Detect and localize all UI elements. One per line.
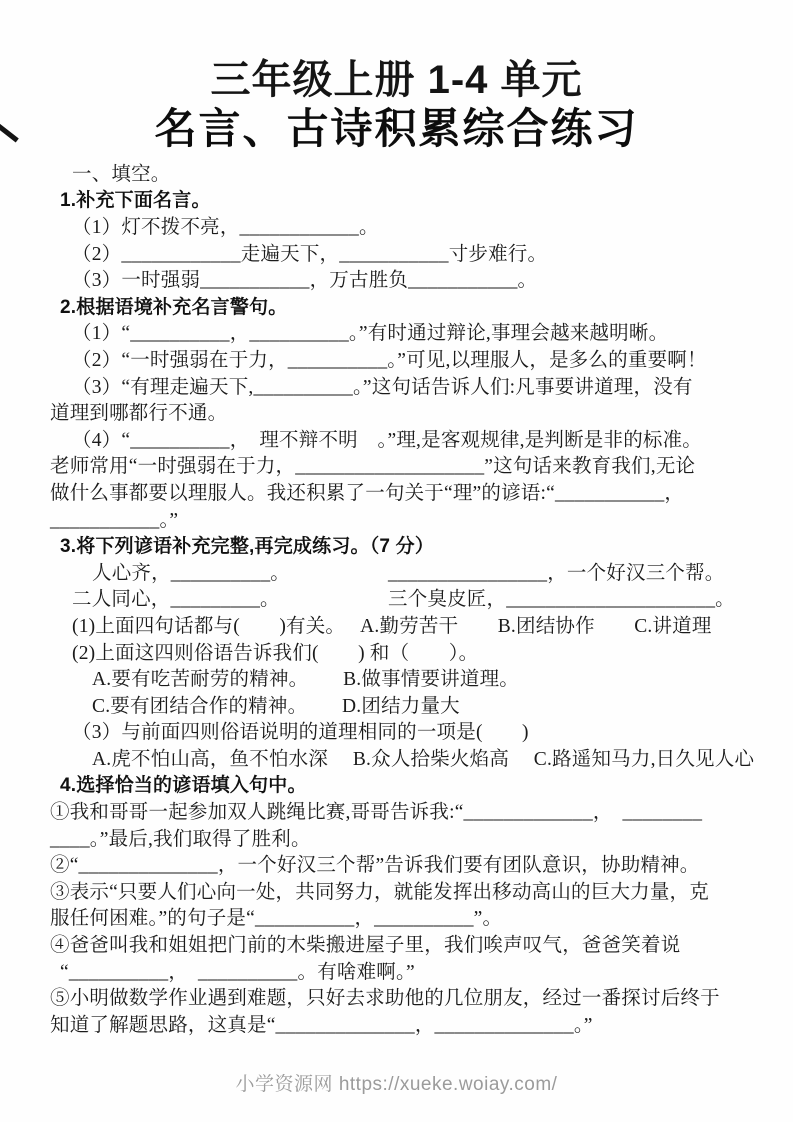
text-line: C.要有团结合作的精神。 D.团结力量大 xyxy=(92,695,460,717)
text-line: ③表示“只要人们心向一处，共同努力，就能发挥出移动高山的巨大力量，克 xyxy=(50,881,709,903)
text-line: 服任何困难。”的句子是“__________，__________”。 xyxy=(50,908,503,930)
text-line: （4）“__________， 理不辩不明 。”理,是客观规律,是判断是非的标准。 xyxy=(72,429,703,451)
document-body xyxy=(0,162,793,1040)
text-line: （1）“__________，__________。”有时通过辩论,事理会越来越明晰。 xyxy=(72,323,669,345)
text-line: (1)上面四句话都与( )有关。 A.勤劳苦干 B.团结协作 C.讲道理 xyxy=(72,615,712,637)
text-line: （3）一时强弱___________，万古胜负___________。 xyxy=(72,270,538,292)
text-line xyxy=(72,587,793,614)
text-line: A.虎不怕山高，鱼不怕水深 B.众人拾柴火焰高 C.路遥知马力,日久见人心 xyxy=(92,748,755,770)
question-1-heading: 1.补充下面名言。 xyxy=(60,190,211,212)
text-line: A.要有吃苦耐劳的精神。 B.做事情要讲道理。 xyxy=(92,669,519,691)
text-segment: 三个臭皮匠，_____________________。 xyxy=(388,589,735,611)
text-line: （2）“一时强弱在于力，__________。”可见,以理服人，是多么的重要啊！ xyxy=(72,349,707,371)
text-segment: ________________，一个好汉三个帮。 xyxy=(388,562,725,584)
footer-watermark: 小学资源网 https://xueke.woiay.com/ xyxy=(235,1074,558,1095)
title-block xyxy=(0,0,793,152)
text-line xyxy=(92,561,793,588)
text-line: 道理到哪都行不通。 xyxy=(50,403,228,425)
question-2-heading: 2.根据语境补充名言警句。 xyxy=(60,296,288,318)
text-line: （1）灯不拨不亮，____________。 xyxy=(72,217,379,239)
text-line: （2）____________走遍天下，___________寸步难行。 xyxy=(72,243,548,265)
text-line: ②“______________，一个好汉三个帮”告诉我们要有团队意识，协助精神。 xyxy=(50,855,700,877)
text-line: ___________。” xyxy=(50,509,179,531)
page-title-line2: 名言、古诗积累综合练习 xyxy=(154,104,639,152)
question-3-heading: 3.将下列谚语补充完整,再完成练习。（7 分） xyxy=(60,536,435,558)
question-4-heading: 4.选择恰当的谚语填入句中。 xyxy=(60,775,307,797)
text-segment: 二人同心，_________。 xyxy=(72,589,280,611)
text-line: （3）“有理走遍天下,__________。”这句话告诉人们:凡事要讲道理，没有 xyxy=(72,376,693,398)
text-line: (2)上面这四则俗语告诉我们( ) 和（ ）。 xyxy=(72,642,479,664)
text-line: 知道了解题思路，这真是“______________，______________。” xyxy=(50,1014,593,1036)
text-line: ④爸爸叫我和姐姐把门前的木柴搬进屋子里，我们唉声叹气，爸爸笑着说 xyxy=(50,935,681,957)
text-line: 老师常用“一时强弱在于力，___________________”这句话来教育我们,无论 xyxy=(50,456,696,478)
text-line: ____。”最后,我们取得了胜利。 xyxy=(50,828,311,850)
text-line: （3）与前面四则俗语说明的道理相同的一项是( ) xyxy=(72,722,529,744)
text-line: ①我和哥哥一起参加双人跳绳比赛,哥哥告诉我:“_____________， ________ xyxy=(50,802,703,824)
text-line: ⑤小明做数学作业遇到难题，只好去求助他的几位朋友，经过一番探讨后终于 xyxy=(50,988,720,1010)
text-line: “__________， __________。有啥难啊。” xyxy=(60,961,415,983)
page-title-line1: 三年级上册 1-4 单元 xyxy=(210,58,583,102)
section-heading-fill-blanks: 一、填空。 xyxy=(72,163,171,185)
text-line: 做什么事都要以理服人。我还积累了一句关于“理”的谚语:“___________， xyxy=(50,482,685,504)
text-segment: 人心齐，__________。 xyxy=(92,562,291,584)
